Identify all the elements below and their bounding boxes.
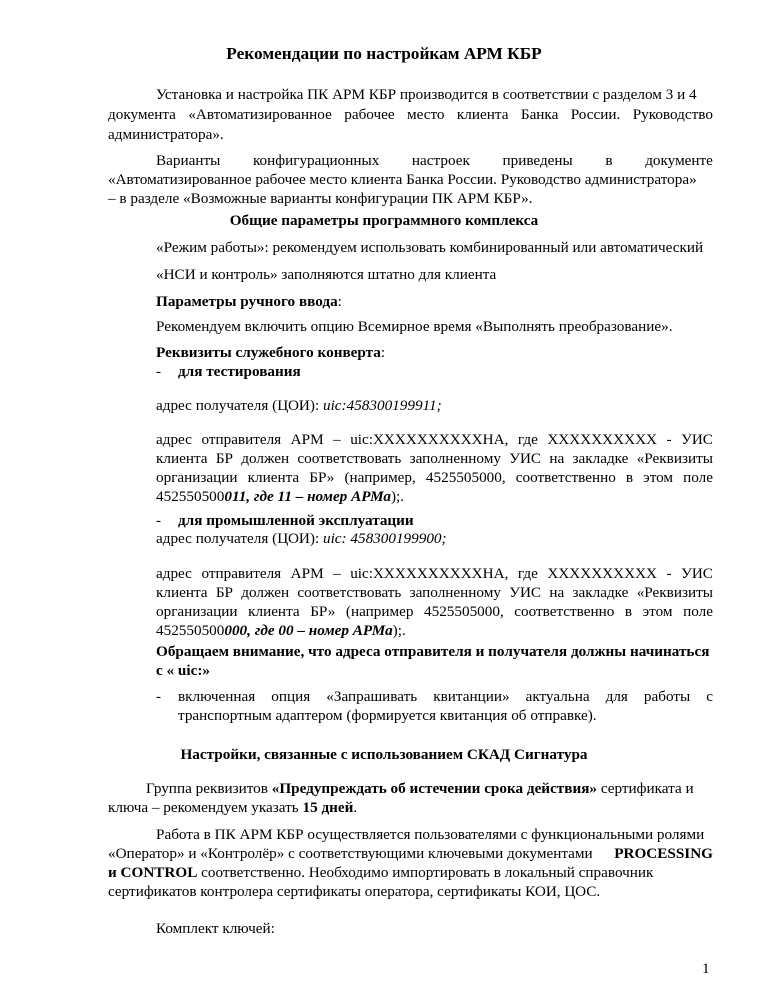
work-line2: «Оператор» и «Контролёр» с соответствующими ключевыми документами PROCESSING: [108, 845, 713, 862]
testing-sender-line2: [156, 450, 713, 468]
word: Банка: [520, 106, 559, 123]
word: организации: [156, 603, 238, 620]
word: в: [605, 152, 613, 169]
word: клиента: [248, 603, 300, 620]
work-line1: Работа в ПК АРМ КБР осуществляется пользователями с функциональными ролями: [156, 826, 705, 843]
word: настроек: [411, 152, 470, 169]
word: адрес: [156, 565, 192, 582]
p1-line1: Установка и настройка ПК АРМ КБР производится в соответствии с разделом 3 и 4: [156, 86, 697, 103]
word: Варианты: [156, 152, 221, 169]
production-label: для промышленной эксплуатации: [178, 512, 414, 529]
work-line4: сертификатов контролера сертификаты оператора, сертификаты КОИ, ЦОС.: [108, 883, 601, 900]
word: клиента: [247, 469, 300, 486]
word: «Запрашивать: [326, 688, 418, 705]
word: рабочее: [344, 106, 395, 123]
word: соответственно: [514, 603, 615, 620]
word: Руководство: [632, 106, 713, 123]
word: УИС: [681, 431, 713, 448]
word: АРМ: [290, 565, 324, 582]
production-sender-line4: 452550500000, где 00 – номер АРМа);.: [156, 622, 406, 639]
receipt-line1: [178, 688, 713, 706]
page-title: Рекомендации по настройкам АРМ КБР: [226, 44, 542, 63]
word: документа: [108, 106, 176, 123]
word: клиента: [156, 450, 208, 467]
word: должен: [241, 450, 290, 467]
work-line3: и CONTROL соответственно. Необходимо импортировать в локальный справочник: [108, 864, 654, 881]
testing-label: для тестирования: [178, 363, 301, 380]
word: УИС: [681, 565, 713, 582]
production-sender-line1: [156, 565, 713, 583]
word: включенная: [178, 688, 256, 705]
word: соответствовать: [297, 584, 402, 601]
word: закладке: [572, 450, 629, 467]
word: uic:XXXXXXXXXXHA,: [350, 431, 509, 448]
word: (например,: [344, 469, 416, 486]
p1-line2: [108, 106, 713, 124]
word: в: [625, 469, 634, 486]
word: конфигурационных: [252, 152, 380, 169]
word: где: [517, 565, 538, 582]
word: квитанции»: [433, 688, 510, 705]
word: 4525505000,: [425, 469, 506, 486]
receipt-bullet: -: [156, 688, 162, 705]
word: для: [605, 688, 628, 705]
word: заполненному: [409, 450, 501, 467]
word: uic:XXXXXXXXXXHA,: [350, 565, 509, 582]
testing-sender-line1: [156, 431, 713, 449]
word: где: [517, 431, 538, 448]
word: БР: [215, 450, 233, 467]
word: «Автоматизированное: [188, 106, 332, 123]
word: (например: [345, 603, 414, 620]
word: России.: [570, 106, 621, 123]
word: приведены: [502, 152, 573, 169]
word: XXXXXXXXXX: [547, 431, 658, 448]
word: УИС: [509, 450, 542, 467]
word: БР»: [309, 469, 335, 486]
testing-recipient: адрес получателя (ЦОИ): uic:458300199911;: [156, 397, 442, 414]
word: этом: [642, 603, 673, 620]
section-heading-general: Общие параметры программного комплекса: [229, 212, 539, 229]
word: заполненному: [409, 584, 501, 601]
receipt-line2: транспортным адаптером (формируется квитанция об отправке).: [178, 707, 597, 724]
testing-sender-line4: 452550500011, где 11 – номер АРМа);.: [156, 488, 405, 505]
word: в: [624, 603, 633, 620]
word: УИС: [509, 584, 542, 601]
word: место: [407, 106, 445, 123]
production-sender-line2: [156, 584, 713, 602]
word: организации: [156, 469, 238, 486]
word: клиента: [456, 106, 509, 123]
testing-sender-line3: [156, 469, 713, 487]
warn-line2: ключа – рекомендуем указать 15 дней.: [108, 799, 358, 816]
word: -: [666, 565, 672, 582]
word: актуальна: [525, 688, 590, 705]
word: закладке: [572, 584, 629, 601]
warn-line1: Группа реквизитов «Предупреждать об истечении срока действия» сертификата и: [146, 780, 694, 797]
envelope-heading: Реквизиты служебного конверта:: [156, 344, 386, 361]
mode-text: «Режим работы»: рекомендуем использовать комбинированный или автоматический: [156, 239, 704, 256]
word: БР: [215, 584, 233, 601]
word: клиента: [156, 584, 208, 601]
production-recipient: адрес получателя (ЦОИ): uic: 458300199900;: [156, 530, 447, 547]
word: на: [549, 450, 565, 467]
production-sender-line3: [156, 603, 713, 621]
attention-line2: с « uic:»: [156, 662, 210, 679]
word: –: [333, 431, 341, 448]
manual-input-heading: Параметры ручного ввода:: [156, 293, 342, 310]
word: работы: [643, 688, 691, 705]
testing-bullet: -: [156, 363, 162, 380]
p2-line3: – в разделе «Возможные варианты конфигурации ПК АРМ КБР».: [108, 190, 533, 207]
word: -: [666, 431, 672, 448]
word: отправителя: [201, 565, 282, 582]
word: «Реквизиты: [636, 450, 713, 467]
word: отправителя: [201, 431, 282, 448]
section-heading-skad: Настройки, связанные с использованием СКАД Сигнатура: [180, 746, 588, 763]
p2-line1: [156, 152, 713, 170]
p1-line3: администратора».: [108, 126, 224, 143]
word: АРМ: [290, 431, 324, 448]
nsi-text: «НСИ и контроль» заполняются штатно для клиента: [156, 266, 497, 283]
word: поле: [683, 469, 713, 486]
p2-line2: «Автоматизированное рабочее место клиента Банка России. Руководство администратора»: [108, 171, 697, 188]
word: XXXXXXXXXX: [547, 565, 658, 582]
word: опция: [271, 688, 311, 705]
word: «Реквизиты: [636, 584, 713, 601]
word: адрес: [156, 431, 192, 448]
word: должен: [241, 584, 290, 601]
word: 4525505000,: [424, 603, 504, 620]
word: документе: [645, 152, 713, 169]
word: этом: [643, 469, 674, 486]
word: БР»: [310, 603, 336, 620]
manual-input-text: Рекомендуем включить опцию Всемирное время «Выполнять преобразование».: [156, 318, 673, 335]
keys-label: Комплект ключей:: [156, 920, 275, 937]
production-bullet: -: [156, 512, 162, 529]
word: на: [549, 584, 565, 601]
word: соответствовать: [297, 450, 402, 467]
word: с: [706, 688, 713, 705]
word: соответственно: [515, 469, 616, 486]
attention-line1: Обращаем внимание, что адреса отправителя и получателя должны начинаться: [156, 643, 710, 660]
word: поле: [683, 603, 713, 620]
page-number: 1: [702, 960, 710, 977]
word: –: [333, 565, 341, 582]
